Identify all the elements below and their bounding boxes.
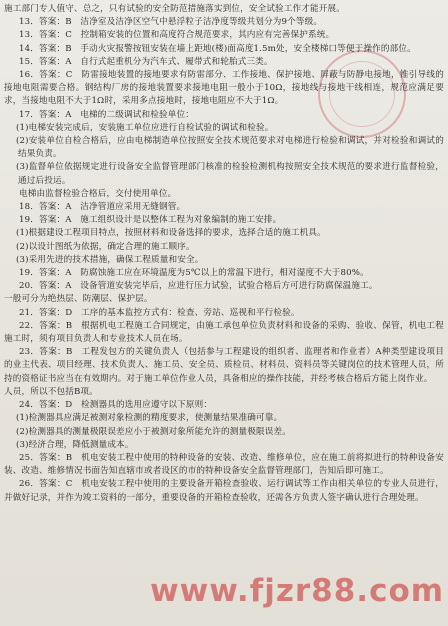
text-line: (2)以设计图纸为依据，确定合理的施工顺序。 [16,241,195,252]
text-line: (3)经济合理，降低测量成本。 [16,439,134,450]
text-line: 人员，所以不包括B项。 [4,386,98,397]
text-line: 20．答案：A 设备管道安装完毕后，应进行压力试验，试验合格后方可进行防腐保温施工。 [19,281,378,292]
text-line: (1)检测器具应满足被测对象检测的精度要求，使测量结果准确可靠。 [16,413,283,424]
text-line: 一般可分为绝热层、防潮层、保护层。 [4,294,153,305]
text-line: 23．答案：B 工程发包方的关键负责人（包括参与工程建设的组织者、监理者和作业者）A种类型建设项目的业主代表、项目经理、技术负责人、施工员、安全员、质检员、材料员、资料员等关键岗位的技术管理人员，所持的资格证书应当在有效期内。对于施工单位作业人员，具备相应的操作技能，并经考核合格后方能上岗作业。 [4,347,444,384]
watermark-text: www.fjzr88.com [150,573,445,609]
text-line: 18．答案：A 洁净管道应采用无缝钢管。 [19,202,186,213]
text-line: 19．答案：A 施工组织设计是以整体工程为对象编制的施工安排。 [19,215,282,226]
text-line: (3)采用先进的技术措施，确保工程质量和安全。 [16,254,204,265]
text-line: 14．答案：B 手动火灾报警按钮安装在墙上距地(楼)面高度1.5m处，安全楼梯口等便于操作的部位。 [19,43,416,54]
text-line: 17．答案：A 电梯的二级调试和检验单位： [19,109,194,120]
text-line: (3)监督单位依据规定进行设备安全监督管理部门核准的检验检测机构按照安全技术规范的要求进行监督检验，通过后投运。 [16,162,444,186]
text-line: 电梯由监督检验合格后，交付使用单位。 [19,188,177,199]
text-line: 16．答案：C 防雷接地装置的接地要求有防雷部分、工作接地、保护接地、屏蔽与防静电接地，锥引导线的接地电阻需要合格。钢结构厂房的接地装置要求接地电阻一般小于10Ω，接地线与接地干线相连，规范应满足要求，当接地电阻不大于1Ω时，采用多点接地时，接地电阻应不大于1Ω。 [4,70,444,107]
text-line: 13．答案：B 洁净室及洁净区空气中悬浮粒子洁净度等级共划分为9个等级。 [19,17,323,28]
answer-text [4,3,444,505]
text-line: 15．答案：A 自行式起重机分为汽车式、履带式和轮胎式三类。 [19,56,273,67]
text-line: 25．答案：B 机电安装工程中使用的特种设备的安装、改造、维修单位，应在施工前将拟进行的特种设备安装、改造、维修情况书面告知直辖市或者设区的市的特种设备安全监督管理部门，告知后即可施工。 [4,452,444,477]
text-line: 施工部门专人值守、总之，只有试验的安全防范措施落实到位，安全试验工作才能开展。 [4,4,346,14]
text-line: 24．答案：D 检测器具的选用应遵守以下原则： [19,400,213,411]
text-line: 22．答案：B 根据机电工程施工合同规定，由施工承包单位负责材料和设备的采购、验收、保管，机电工程施工时，须有项目负责人和专业技术人员在场。 [4,320,444,345]
text-line: 13．答案：C 控制箱安装的位置和高度符合规范要求，其内应有完善保护系统。 [19,30,335,41]
text-line: 21．答案：D 工序的基本监控方式有：检查、旁站、巡视和平行检验。 [19,307,300,318]
text-line: (2)安装单位自检合格后，应由电梯制造单位按照安全技术规范要求对电梯进行检验和调试，并对检验和调试的结果负责。 [16,136,444,160]
text-line: (1)根据建设工程项目特点，按照材料和设备选择的要求，选择合适的施工机具。 [16,228,326,239]
text-line: (1)电梯安装完成后，安装施工单位应进行自检试验的调试和检验。 [16,122,274,133]
text-line: (2)检测器具的测量极限误差应小于被测对象所能允许的测量极限误差。 [16,426,291,437]
text-line: 19．答案：A 防腐蚀施工应在环境温度为5℃以上的常温下进行，相对湿度不大于80%。 [19,268,369,279]
text-line: 26．答案：C 机电安装工程中使用的主要设备开箱检查验收、运行调试等工作由相关单位的专业人员进行，并做好记录，并作为竣工资料的一部分，重要设备的开箱检查验收，还需各方负责人签字确认进行合理处理。 [4,479,444,503]
